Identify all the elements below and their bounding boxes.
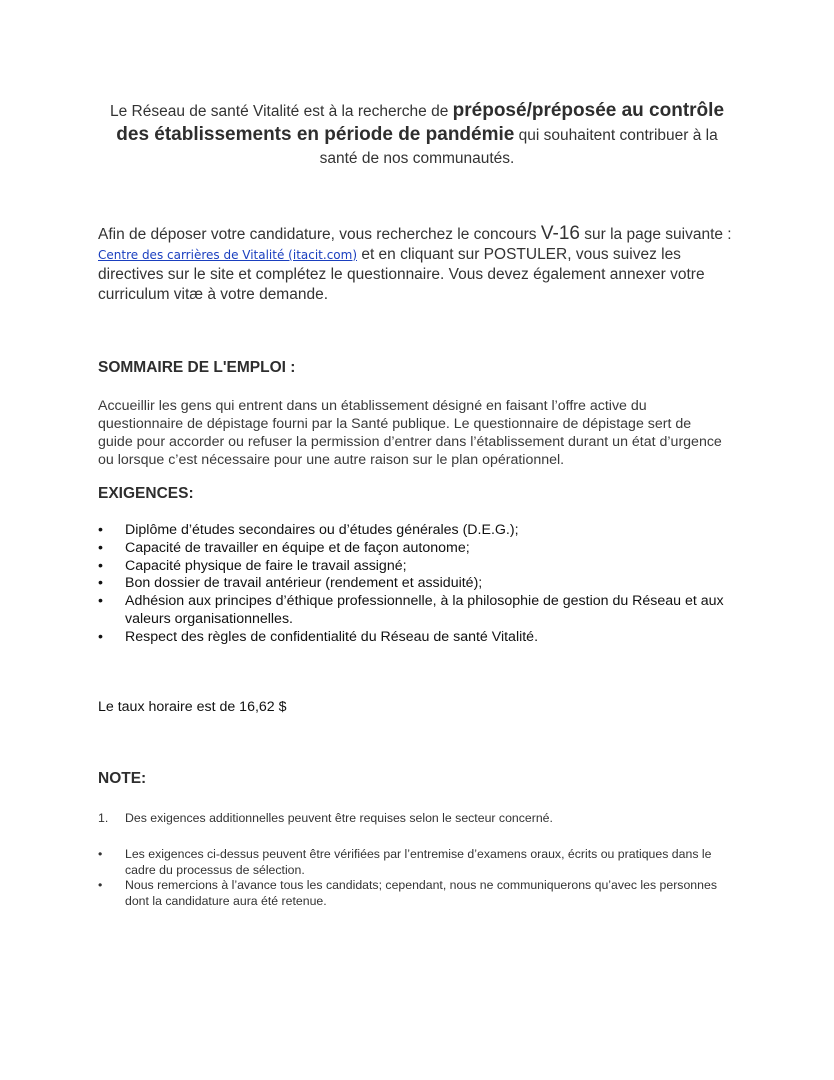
note-item bbox=[98, 877, 738, 909]
list-item bbox=[98, 575, 738, 593]
list-item bbox=[98, 558, 738, 576]
requirement-text: Bon dossier de travail antérieur (rendement et assiduité); bbox=[125, 575, 483, 592]
apply-text-mid: sur la page suivante : bbox=[579, 226, 732, 243]
bullet-icon: • bbox=[98, 575, 103, 592]
list-item bbox=[98, 593, 738, 629]
apply-paragraph bbox=[98, 224, 738, 304]
list-item bbox=[98, 629, 738, 647]
bullet-icon: • bbox=[98, 847, 103, 861]
summary-text: Accueillir les gens qui entrent dans un établissement désigné en faisant l’offre active du questionnaire de dépistage fourni par la Santé publique. Le questionnaire de dépistage sert de guide pour accorder ou refuser la permission d’entrer dans l’établissement durant un état d’urgence ou lorsque c’est nécessaire pour une autre raison sur le plan opérationnel. bbox=[98, 398, 722, 468]
careers-link[interactable]: Centre des carrières de Vitalité (itacit.com) bbox=[98, 247, 358, 262]
requirement-text: Capacité de travailler en équipe et de façon autonome; bbox=[125, 539, 470, 556]
list-item bbox=[98, 522, 738, 540]
bullet-icon: • bbox=[98, 878, 103, 892]
note-text: Nous remercions à l’avance tous les candidats; cependant, nous ne communiquerons qu’avec les personnes dont la candidature aura été retenue. bbox=[125, 878, 717, 908]
bullet-icon: • bbox=[98, 539, 103, 556]
note-number: 1. bbox=[98, 811, 109, 825]
apply-text-post: et en cliquant sur POSTULER, vous suivez les directives sur le site et complétez le questionnaire. Vous devez également annexer votre curriculum vitæ à votre demande. bbox=[98, 245, 705, 303]
competition-code: V-16 bbox=[540, 223, 580, 244]
summary-heading: SOMMAIRE DE L'EMPLOI : bbox=[98, 359, 296, 376]
bullet-icon: • bbox=[98, 557, 103, 574]
intro-job-title: préposé/préposée au contrôle des établissements en période de pandémie bbox=[116, 100, 725, 145]
intro-text-post: qui souhaitent contribuer à la santé de nos communautés. bbox=[319, 127, 718, 167]
hourly-rate: Le taux horaire est de 16,62 $ bbox=[98, 699, 287, 715]
requirements-list bbox=[98, 522, 738, 647]
intro-paragraph bbox=[96, 99, 738, 170]
bullet-icon: • bbox=[98, 522, 103, 538]
list-item bbox=[98, 540, 738, 558]
requirement-text: Capacité physique de faire le travail assigné; bbox=[125, 557, 407, 574]
bullet-icon: • bbox=[98, 593, 103, 610]
note-text: Des exigences additionnelles peuvent être requises selon le secteur concerné. bbox=[125, 811, 553, 825]
requirement-text: Adhésion aux principes d’éthique professionnelle, à la philosophie de gestion du Réseau et aux valeurs organisationnelles. bbox=[125, 593, 724, 627]
apply-text-pre: Afin de déposer votre candidature, vous recherchez le concours bbox=[98, 226, 541, 243]
intro-text-pre: Le Réseau de santé Vitalité est à la recherche de bbox=[109, 103, 453, 120]
note-text: Les exigences ci-dessus peuvent être vérifiées par l’entremise d’examens oraux, écrits ou pratiques dans le cadre du processus de sélection. bbox=[125, 847, 712, 877]
requirements-heading: EXIGENCES: bbox=[98, 485, 194, 502]
note-item bbox=[98, 810, 738, 826]
note-item bbox=[98, 846, 738, 878]
bullet-icon: • bbox=[98, 628, 103, 645]
requirement-text: Diplôme d’études secondaires ou d’études générales (D.E.G.); bbox=[125, 522, 519, 538]
note-heading: NOTE: bbox=[98, 770, 147, 787]
requirement-text: Respect des règles de confidentialité du Réseau de santé Vitalité. bbox=[125, 628, 539, 645]
